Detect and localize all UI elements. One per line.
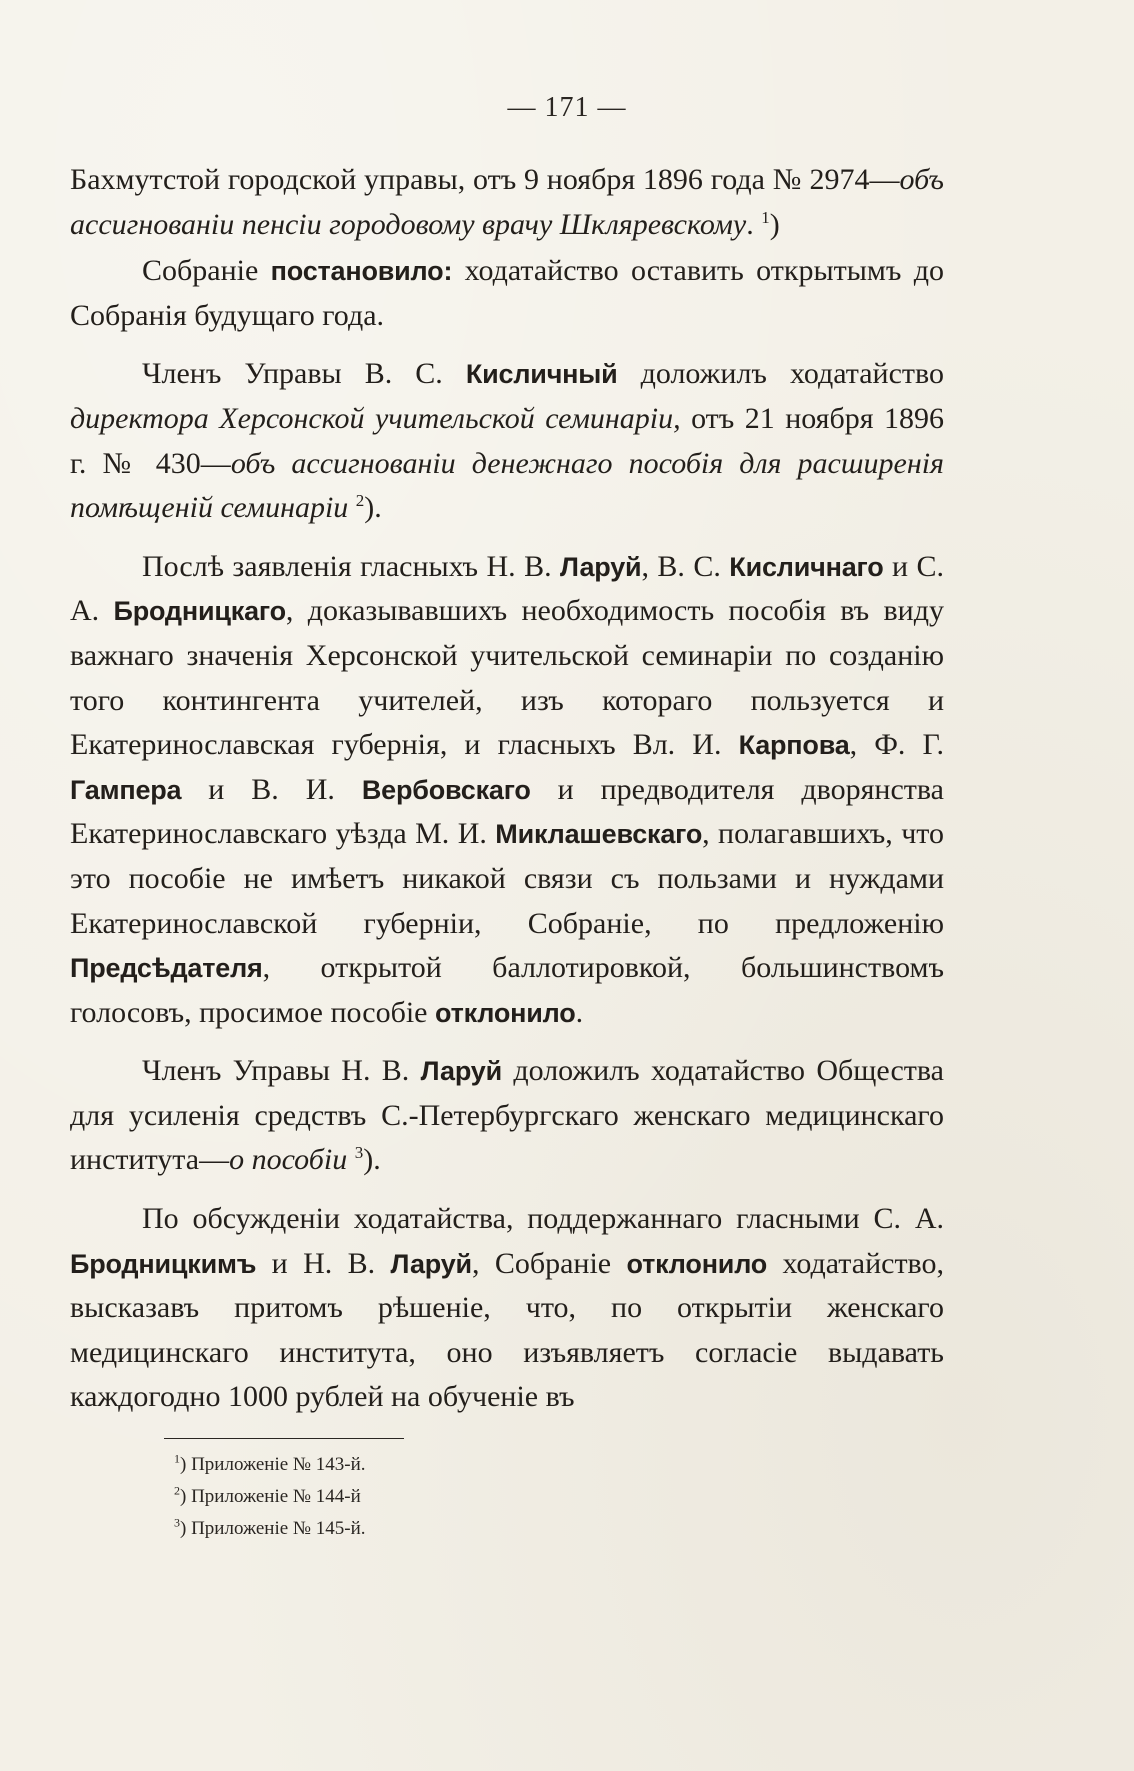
page-number: — 171 — bbox=[507, 92, 627, 123]
text-run: , В. С. bbox=[641, 549, 730, 583]
paragraph-6 bbox=[70, 1197, 944, 1420]
bold-run: отклонило bbox=[626, 1248, 768, 1279]
bold-run: отклонило bbox=[435, 997, 576, 1028]
text-run: и предводителя дворянства Екатеринославскаго уѣзда М. И. bbox=[70, 772, 944, 851]
footnote-text: ) Приложеніе № 145-й. bbox=[180, 1518, 366, 1540]
italic-run: объ ассигнованіи пенсіи городовому врачу Шкляревскому bbox=[70, 163, 944, 241]
text-run bbox=[347, 1143, 355, 1176]
text-run bbox=[348, 491, 356, 524]
text-run: и В. И. bbox=[181, 772, 362, 806]
text-run: , полагавшихъ, что это пособіе не имѣетъ никакой связи съ пользами и нуждами Екатеринославской губерніи, Собраніе, по предложенію bbox=[70, 817, 945, 940]
footnote-text: ) Приложеніе № 143-й. bbox=[180, 1454, 366, 1476]
text-run: Бахмутстой городской управы, отъ 9 ноября 1896 года № 2974— bbox=[70, 163, 900, 196]
bold-run: Бродницкимъ bbox=[70, 1248, 257, 1279]
text-run: Членъ Управы Н. В. bbox=[142, 1054, 421, 1088]
text-run: ) bbox=[769, 207, 780, 241]
text-run: , Ф. Г. bbox=[849, 728, 944, 762]
text-run: ходатайство, высказавъ притомъ рѣшеніе, что, по открытіи женскаго медицинскаго института, оно изъявляетъ согласіе выдавать каждогодно 1000 рублей на обученіе въ bbox=[70, 1246, 945, 1414]
text-run: ). bbox=[364, 491, 382, 525]
text-run: , Собраніе bbox=[471, 1246, 627, 1280]
paragraph-4 bbox=[70, 545, 944, 1036]
italic-run: о пособіи bbox=[229, 1143, 348, 1177]
text-run: , открытой баллотировкой, большинствомъ голосовъ, просимое пособіе bbox=[70, 951, 944, 1029]
bold-run: Кисличный bbox=[465, 359, 618, 390]
italic-run: объ ассигнованіи денежнаго пособія для расширенія помѣщеній семинаріи bbox=[70, 446, 944, 525]
text-run: , доказывавшихъ необходимость пособія въ виду важнаго значенія Херсонской учительской семинаріи по созданію того контингента учителей, изъ котораго пользуется и Екатеринославская губернія, и гласныхъ Вл. И. bbox=[70, 594, 944, 762]
paragraph-3 bbox=[70, 352, 944, 530]
footnote-ref[interactable]: 3 bbox=[354, 1143, 364, 1163]
bold-run: Вербовскаго bbox=[361, 774, 531, 805]
bold-run: Миклашевскаго bbox=[495, 819, 703, 850]
footnote-text: ) Приложеніе № 144-й bbox=[180, 1486, 361, 1508]
text-run: Членъ Управы В. С. bbox=[142, 357, 466, 391]
bold-run: Гампера bbox=[70, 774, 182, 805]
text-run: ). bbox=[363, 1143, 381, 1177]
paragraph-2 bbox=[70, 249, 944, 338]
text-run: и С. А. bbox=[70, 549, 944, 628]
footnote-mark: 1 bbox=[174, 1451, 180, 1466]
bold-run: Кисличнаго bbox=[729, 551, 884, 582]
footnote-2 bbox=[174, 1481, 944, 1513]
footnote-mark: 2 bbox=[174, 1483, 180, 1498]
bold-run: Ларуй bbox=[390, 1248, 472, 1279]
bold-run: Предсѣдателя bbox=[70, 953, 263, 984]
footnote-mark: 3 bbox=[174, 1515, 180, 1530]
bold-run: Карпова bbox=[738, 730, 850, 761]
text-run: . bbox=[575, 995, 584, 1029]
bold-run: Бродницкаго bbox=[113, 596, 286, 627]
body-text bbox=[70, 158, 944, 1420]
text-run: По обсужденіи ходатайства, поддержаннаго гласными С. А. bbox=[142, 1202, 944, 1236]
italic-run: директора Херсонской учительской семинаріи, bbox=[70, 401, 681, 435]
text-run: доложилъ ходатайство Общества для усиленія средствъ С.-Петербургскаго женскаго медицинскаго института— bbox=[70, 1054, 944, 1177]
bold-run: Ларуй bbox=[560, 551, 642, 582]
text-run: ходатайство оставить открытымъ до Собранія будущаго года. bbox=[70, 254, 945, 332]
footnotes bbox=[70, 1449, 944, 1545]
bold-run: постановило: bbox=[270, 256, 453, 287]
footnote-ref[interactable]: 2 bbox=[355, 491, 365, 511]
text-run: доложилъ ходатайство bbox=[617, 357, 945, 391]
text-run: Послѣ заявленія гласныхъ Н. В. bbox=[142, 549, 561, 583]
footnote-ref[interactable]: 1 bbox=[761, 207, 770, 227]
footnote-3 bbox=[174, 1513, 944, 1545]
footnote-1 bbox=[174, 1449, 944, 1481]
text-run: отъ 21 ноября 1896 г. № 430— bbox=[70, 401, 944, 480]
paragraph-5 bbox=[70, 1049, 944, 1183]
paragraph-1 bbox=[70, 158, 944, 247]
bold-run: Ларуй bbox=[420, 1056, 503, 1087]
footnote-divider bbox=[164, 1438, 404, 1439]
text-run: Собраніе bbox=[142, 254, 271, 288]
text-run: . bbox=[746, 207, 762, 241]
text-run: и Н. В. bbox=[256, 1246, 391, 1280]
